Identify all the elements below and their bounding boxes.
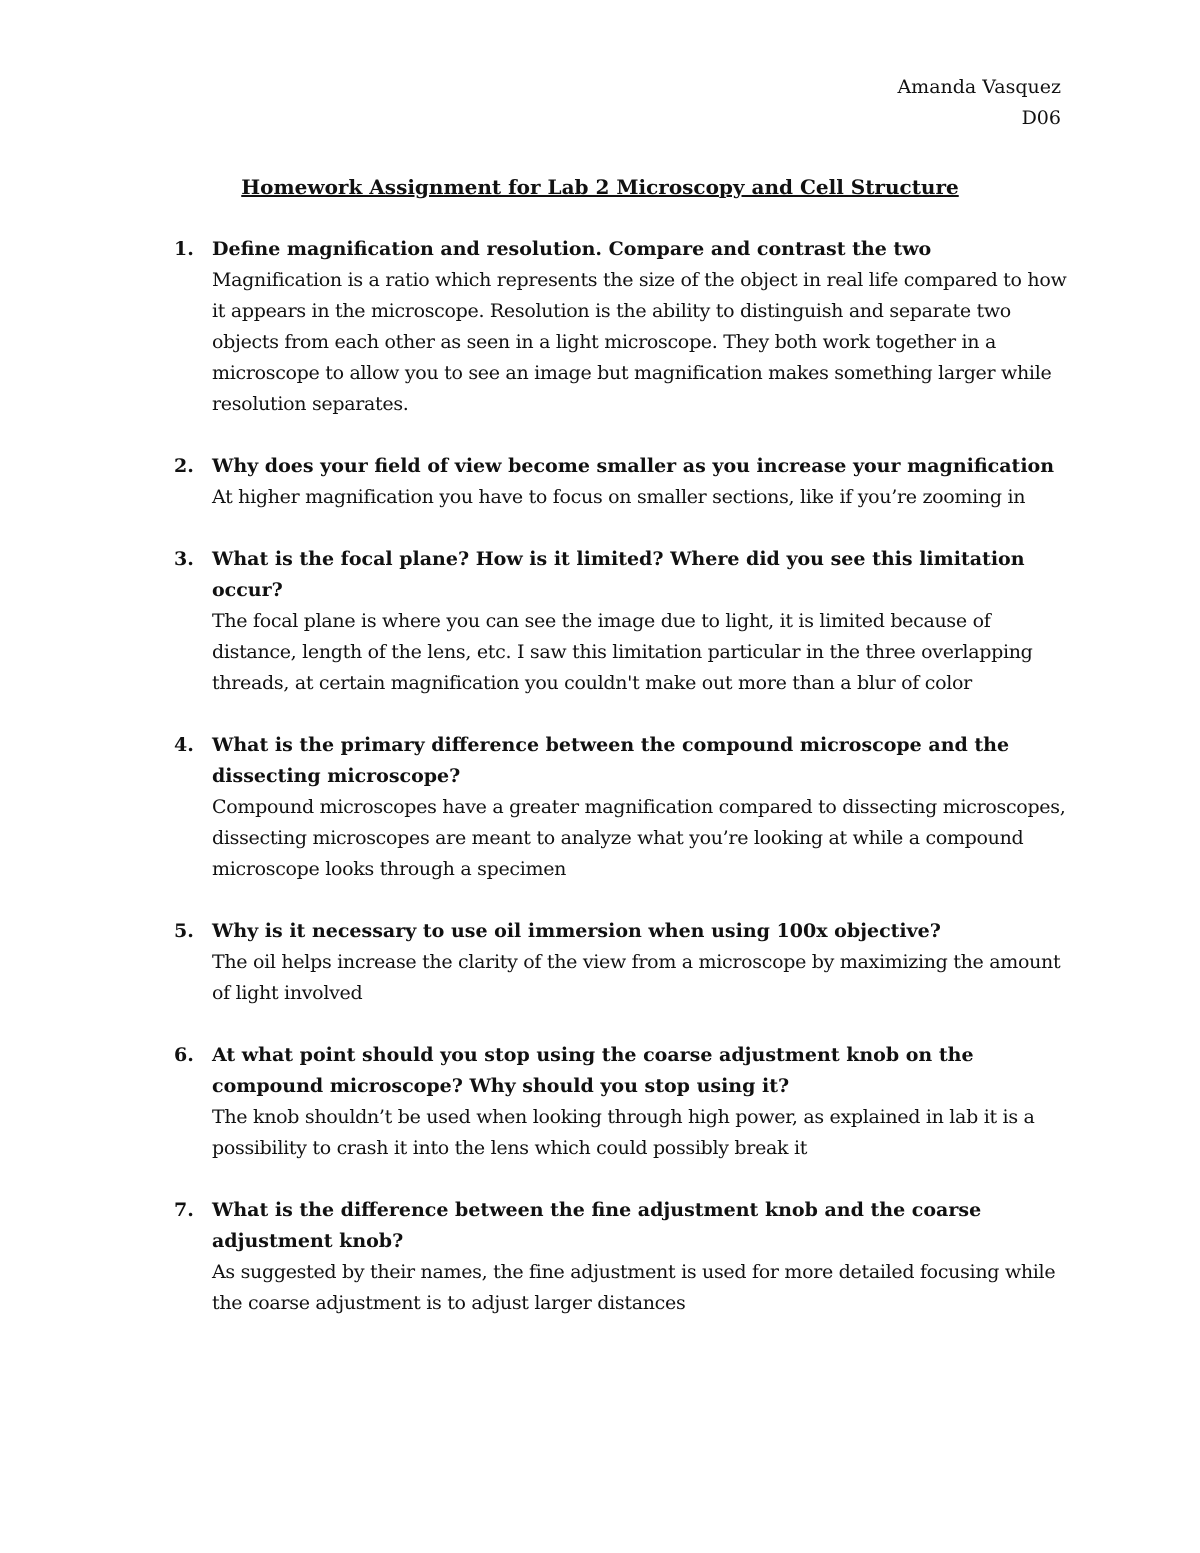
- answer-text: The focal plane is where you can see the image due to light, it is limited because of distance, length of the lens, etc. I saw this limitation particular in the three overlapping threads, at certain magnification you couldn't make out more than a blur of color: [212, 610, 1033, 694]
- document-title: Homework Assignment for Lab 2 Microscopy and Cell Structure: [241, 175, 959, 199]
- question-item: [174, 544, 1074, 699]
- answer-text: As suggested by their names, the fine adjustment is used for more detailed focusing while the coarse adjustment is to adjust larger distances: [212, 1261, 1056, 1314]
- question-item: [174, 1040, 1074, 1164]
- question-text: At what point should you stop using the coarse adjustment knob on the compound microscope? Why should you stop using it?: [212, 1044, 974, 1097]
- question-item: [174, 730, 1074, 885]
- question-number: 4.: [174, 734, 194, 756]
- answer-text: At higher magnification you have to focus on smaller sections, like if you’re zooming in: [212, 486, 1026, 508]
- answer-text: The oil helps increase the clarity of the view from a microscope by maximizing the amount of light involved: [212, 951, 1061, 1004]
- answer-text: Compound microscopes have a greater magnification compared to dissecting microscopes, dissecting microscopes are meant to analyze what you’re looking at while a compound microscope looks through a specimen: [212, 796, 1066, 880]
- question-text: What is the primary difference between the compound microscope and the dissecting microscope?: [212, 734, 1010, 787]
- answer-text: The knob shouldn’t be used when looking through high power, as explained in lab it is a possibility to crash it into the lens which could possibly break it: [212, 1106, 1035, 1159]
- question-item: [174, 916, 1074, 1009]
- question-item: [174, 234, 1074, 420]
- question-list: [174, 234, 1074, 1350]
- question-text: Define magnification and resolution. Compare and contrast the two: [212, 238, 932, 260]
- question-item: [174, 451, 1074, 513]
- question-number: 3.: [174, 548, 194, 570]
- question-text: Why is it necessary to use oil immersion when using 100x objective?: [212, 920, 941, 942]
- question-text: What is the focal plane? How is it limited? Where did you see this limitation occur?: [212, 548, 1025, 601]
- question-text: What is the difference between the fine adjustment knob and the coarse adjustment knob?: [212, 1199, 982, 1252]
- question-number: 2.: [174, 455, 194, 477]
- section-code: D06: [1021, 107, 1061, 129]
- question-number: 6.: [174, 1044, 194, 1066]
- question-item: [174, 1195, 1074, 1319]
- question-number: 5.: [174, 920, 194, 942]
- document-header: [897, 72, 1061, 134]
- question-text: Why does your field of view become smaller as you increase your magnification: [212, 455, 1055, 477]
- author-name: Amanda Vasquez: [897, 76, 1061, 98]
- answer-text: Magnification is a ratio which represents the size of the object in real life compared to how it appears in the microscope. Resolution is the ability to distinguish and separate two objects from each other as seen in a light microscope. They both work together in a microscope to allow you to see an image but magnification makes something larger while resolution separates.: [212, 269, 1067, 415]
- question-number: 1.: [174, 238, 194, 260]
- question-number: 7.: [174, 1199, 194, 1221]
